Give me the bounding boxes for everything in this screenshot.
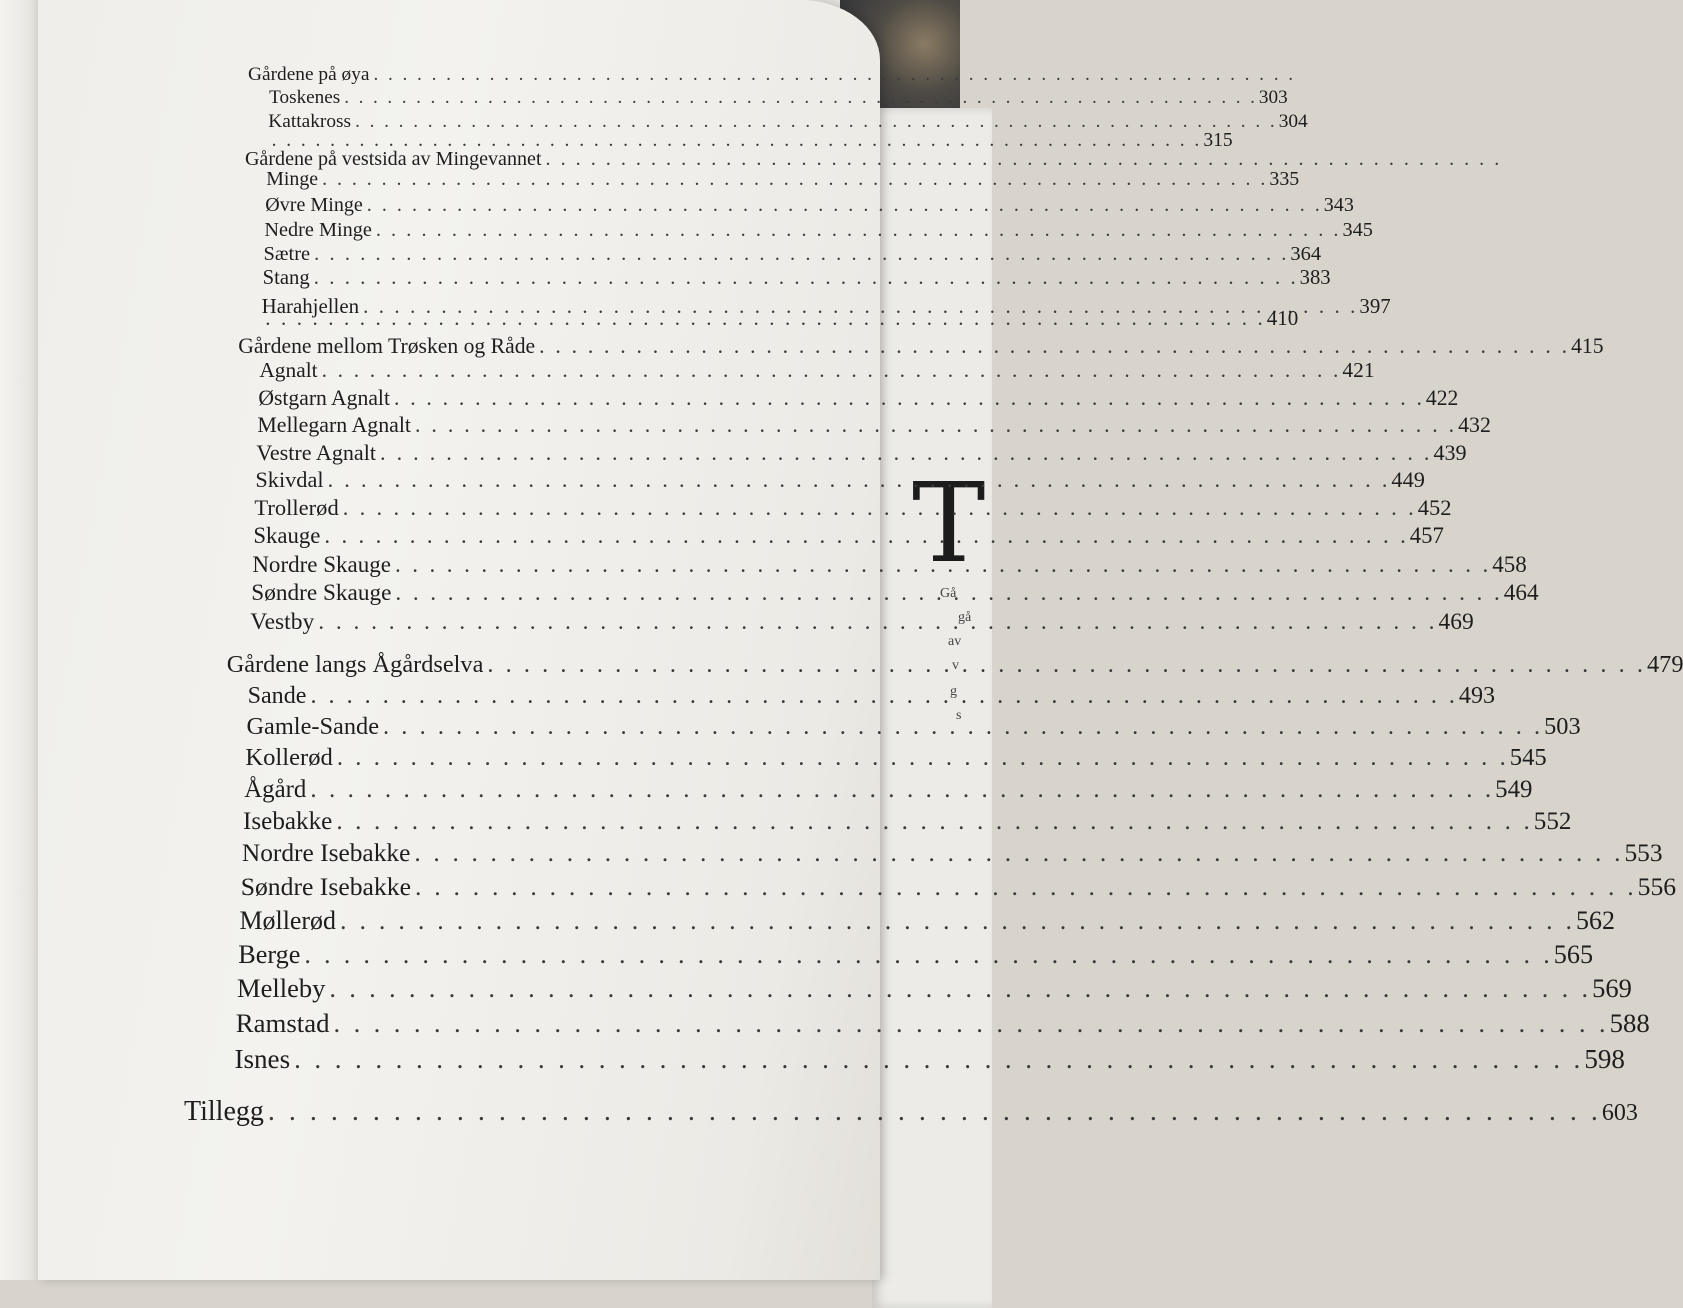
- entry-name: Toskenes: [269, 86, 341, 108]
- page-number: 458: [1492, 551, 1527, 578]
- toc-entry: [269, 86, 1288, 109]
- facing-page-fragment: Gå: [940, 586, 957, 601]
- toc-entry: [246, 713, 1581, 741]
- toc-entry: [266, 168, 1300, 191]
- entry-name: Agnalt: [259, 357, 318, 382]
- page-number: 588: [1609, 1008, 1650, 1039]
- page-number: 383: [1299, 267, 1331, 290]
- page-number: 415: [1571, 333, 1604, 358]
- dot-leader: [367, 194, 1320, 217]
- page-number: 464: [1503, 580, 1539, 607]
- toc-entry: [247, 682, 1496, 710]
- dot-leader: [324, 523, 1405, 549]
- toc-entry: [244, 775, 1533, 804]
- entry-name: Berge: [238, 939, 301, 969]
- dot-leader: [414, 839, 1620, 868]
- entry-name: Sætre: [263, 242, 311, 265]
- page-number: 364: [1290, 242, 1322, 265]
- toc-entry: [262, 267, 1331, 290]
- entry-name: Nordre Isebakke: [241, 839, 411, 868]
- entry-name: Kollerød: [245, 744, 333, 772]
- toc-entry: [243, 807, 1572, 836]
- dot-leader: [310, 776, 1491, 804]
- dot-leader: [394, 386, 1422, 411]
- page-number: 479: [1646, 651, 1683, 679]
- page-number: 603: [1601, 1100, 1638, 1126]
- page-number: 335: [1269, 168, 1300, 191]
- page-number: 565: [1553, 939, 1594, 969]
- dot-leader: [487, 651, 1643, 679]
- toc-entry: [261, 306, 1299, 331]
- entry-name: Isnes: [234, 1043, 291, 1074]
- toc-entry: [252, 551, 1527, 578]
- page-number: 452: [1417, 494, 1452, 520]
- dot-leader: [318, 609, 1434, 636]
- dot-leader: [340, 906, 1572, 936]
- dot-leader: [355, 111, 1275, 133]
- facing-page-fragment: g: [950, 684, 957, 699]
- page-number: 345: [1342, 218, 1373, 241]
- entry-name: Minge: [266, 168, 319, 191]
- entry-name: Melleby: [237, 973, 326, 1004]
- page-number: 315: [1203, 130, 1233, 152]
- page-number: 549: [1495, 775, 1533, 803]
- toc-entry: [235, 1008, 1650, 1039]
- page-number: 556: [1637, 872, 1677, 902]
- entry-name: Skivdal: [255, 467, 324, 493]
- dot-leader: [314, 267, 1296, 290]
- appendix-title: Tillegg: [184, 1096, 264, 1127]
- page-number: 432: [1458, 413, 1491, 438]
- facing-page-fragment: s: [956, 708, 962, 723]
- toc-entry: [256, 440, 1467, 466]
- toc-entry: [245, 744, 1547, 772]
- page-number: 553: [1624, 839, 1663, 868]
- entry-name: Søndre Skauge: [251, 580, 392, 607]
- dot-leader: [322, 358, 1339, 383]
- dot-leader: [380, 440, 1429, 466]
- section-title: Gårdene på øya: [248, 63, 370, 85]
- page-number: 469: [1438, 609, 1474, 636]
- page-number: 545: [1509, 744, 1547, 772]
- entry-name: Isebakke: [243, 807, 333, 835]
- toc-entry: [255, 467, 1425, 493]
- dot-leader: [328, 467, 1388, 493]
- dot-leader: [415, 413, 1454, 438]
- dot-leader: [336, 808, 1529, 836]
- dot-leader: [337, 744, 1506, 772]
- dot-leader: [329, 973, 1588, 1004]
- page-number: 343: [1323, 193, 1354, 216]
- section-title: Gårdene mellom Trøsken og Råde: [238, 333, 536, 358]
- page-number: 503: [1544, 713, 1581, 741]
- toc-entry: [265, 193, 1354, 217]
- dot-leader: [310, 683, 1454, 710]
- page-number: 422: [1425, 385, 1459, 410]
- toc-entry: [241, 839, 1663, 868]
- entry-name: Kattakross: [268, 110, 352, 132]
- entry-name: Sande: [247, 682, 307, 709]
- toc-section-heading: [248, 64, 828, 86]
- entry-name: Ramstad: [235, 1008, 330, 1039]
- entry-name: Nedre Minge: [264, 218, 372, 241]
- page-number: 457: [1409, 522, 1444, 548]
- dot-leader: [314, 243, 1286, 266]
- dot-leader: [373, 64, 1293, 86]
- toc-entry: [237, 973, 1632, 1004]
- facing-page-fragment: av: [948, 634, 962, 649]
- entry-name: Østgarn Agnalt: [258, 385, 390, 410]
- page-number: 493: [1458, 682, 1496, 709]
- dot-leader: [268, 1096, 1598, 1128]
- page-number: 397: [1359, 294, 1391, 319]
- toc-entry: [254, 494, 1452, 521]
- toc-entry: [257, 413, 1491, 438]
- entry-name: Harahjellen: [261, 294, 360, 319]
- toc-entry: [264, 218, 1373, 242]
- toc-entry: [263, 242, 1322, 266]
- entry-name: Trollerød: [254, 494, 339, 520]
- entry-name: Nordre Skauge: [252, 551, 392, 578]
- dot-leader: [395, 551, 1488, 578]
- toc-entry: [253, 522, 1444, 549]
- dot-leader: [322, 168, 1265, 191]
- page-number: 562: [1576, 905, 1615, 935]
- entry-name: Vestre Agnalt: [256, 440, 376, 466]
- entry-name: Stang: [262, 267, 310, 290]
- dot-leader: [415, 872, 1634, 902]
- entry-name: Mellegarn Agnalt: [257, 413, 412, 438]
- toc-entry: [258, 385, 1459, 411]
- facing-page-initial: T: [912, 459, 986, 587]
- entry-name: Møllerød: [239, 905, 336, 935]
- dot-leader: [344, 87, 1255, 109]
- dot-leader: [395, 580, 1499, 607]
- dot-leader: [294, 1044, 1580, 1075]
- section-title: Gårdene langs Ågårdselva: [226, 651, 484, 679]
- toc-section-heading: [238, 333, 1604, 359]
- entry-name: Vestby: [250, 609, 315, 636]
- entry-name: Gamle-Sande: [246, 713, 380, 741]
- page-number: 449: [1391, 467, 1425, 493]
- entry-name: Øvre Minge: [265, 193, 363, 216]
- dot-leader: [343, 495, 1414, 521]
- facing-page-fragment: v: [952, 658, 959, 673]
- toc-entry: [234, 1043, 1625, 1075]
- toc-entry: [240, 872, 1677, 902]
- page-number: 304: [1278, 110, 1308, 132]
- entry-name: Søndre Isebakke: [240, 872, 411, 902]
- dot-leader: [333, 1008, 1605, 1039]
- page-number: 421: [1342, 357, 1375, 382]
- toc-section-heading: [226, 651, 1683, 679]
- entry-name: Ågård: [244, 775, 307, 803]
- entry-name: Skauge: [253, 522, 321, 548]
- page-number: 303: [1258, 86, 1288, 108]
- dot-leader: [376, 219, 1339, 242]
- toc-entry: [259, 357, 1375, 383]
- toc-entry: [268, 110, 1308, 133]
- page-number: 598: [1584, 1043, 1625, 1074]
- toc-appendix: [184, 1096, 1638, 1128]
- facing-page-fragment: gå: [958, 610, 972, 625]
- page-number: 439: [1433, 440, 1467, 466]
- toc-entry: [239, 905, 1615, 936]
- dot-leader: [383, 713, 1540, 741]
- page-number: 552: [1533, 807, 1572, 835]
- dot-leader: [265, 306, 1263, 331]
- page-number: 410: [1266, 306, 1299, 331]
- toc-entry: [238, 939, 1594, 970]
- dot-leader: [304, 940, 1549, 970]
- section-title: Gårdene på vestsida av Mingevannet: [244, 147, 542, 170]
- dot-leader: [539, 334, 1567, 359]
- page-number: 569: [1592, 973, 1632, 1004]
